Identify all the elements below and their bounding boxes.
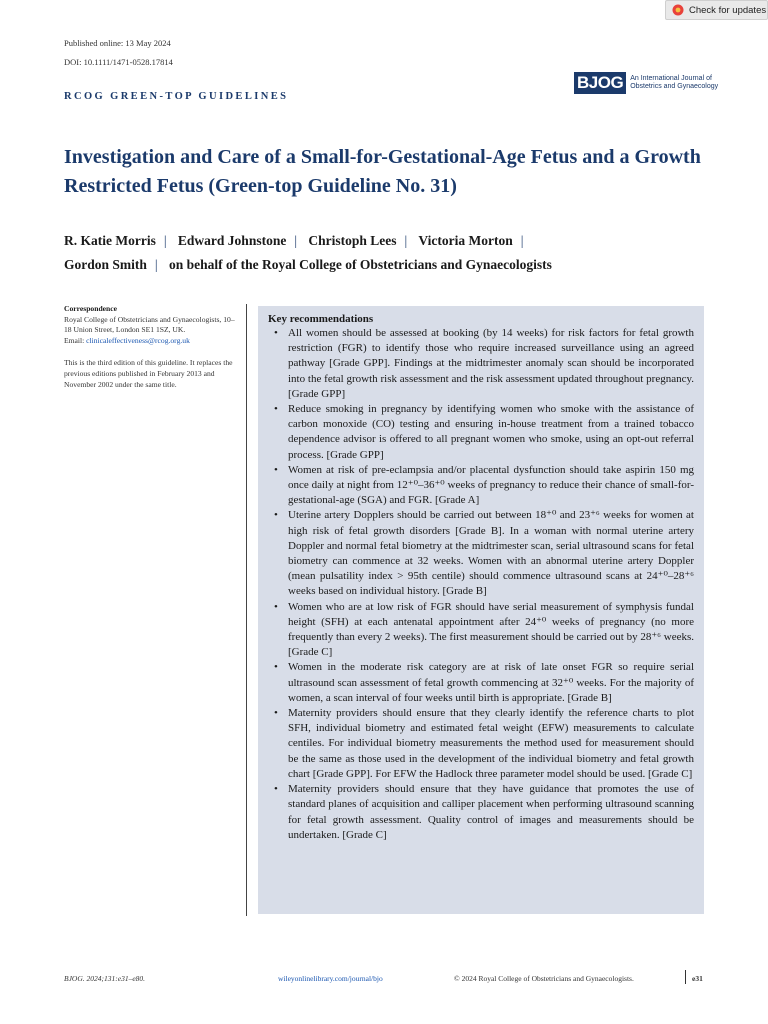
correspondence-email	[64, 336, 239, 347]
correspondence-sidebar	[64, 304, 239, 390]
doi: DOI: 10.1111/1471-0528.17814	[64, 57, 173, 67]
email-link[interactable]: clinicaleffectiveness@rcog.org.uk	[86, 335, 190, 345]
author: Edward Johnstone	[177, 233, 287, 248]
bullet-icon: •	[274, 403, 278, 416]
recommendation-item	[274, 326, 694, 402]
recommendation-text: Uterine artery Dopplers should be carried out between 18⁺⁰ and 23⁺⁶ weeks for women at high risk of fetal growth disorders [Grade B]. In a woman with normal uterine artery Doppler and normal fetal biometry at the midtrimester scan, serial ultrasound scans for fetal biometry can commence at 32 weeks. Women with an abnormal uterine artery Doppler (mean pulsatility index > 95th centile) should commence ultrasound scans at 24⁺⁰–28⁺⁶ weeks based on individual history. [Grade B]	[288, 509, 694, 598]
recommendation-list	[268, 326, 694, 843]
recommendation-text: Maternity providers should ensure that they clearly identify the reference charts to plot SFH, individual biometry and estimated fetal weight (EFW) measurements to calculate centiles. For individual biometry measurements the method used for measurement should be the same as those used in the development of the individual biometry and fetal growth chart [Grade GPP]. For EFW the Hadlock three parameter model should be used. [Grade C]	[288, 707, 694, 780]
published-date: Published online: 13 May 2024	[64, 38, 171, 48]
journal-logo	[574, 72, 730, 94]
author-separator: |	[520, 233, 524, 248]
recommendation-text: Women at risk of pre-eclampsia and/or placental dysfunction should take aspirin 150 mg once daily at night from 12⁺⁰–36⁺⁰ weeks of pregnancy to reduce their chance of small-for-gestational-age (SGA) and FGR. [Grade A]	[288, 463, 694, 507]
recommendation-item	[274, 706, 694, 782]
check-updates-label: Check for updates	[689, 4, 767, 16]
column-divider	[246, 304, 247, 916]
footer-copyright: © 2024 Royal College of Obstetricians and Gynaecologists.	[454, 974, 634, 983]
recommendation-item	[274, 463, 694, 509]
recommendation-item	[274, 508, 694, 599]
correspondence-label: Correspondence	[64, 304, 118, 313]
recommendation-text: Reduce smoking in pregnancy by identifying women who smoke with the assistance of carbon monoxide (CO) testing and ensuring in-house treatment from a trained tobacco dependence advisor is offered to all pregnant women who smoke, using an opt-out referral process. [Grade GPP]	[288, 403, 694, 461]
check-updates-icon	[672, 4, 684, 16]
bullet-icon: •	[274, 783, 278, 796]
key-recommendations-box	[258, 306, 704, 914]
key-recommendations-heading: Key recommendations	[268, 313, 374, 325]
recommendation-item	[274, 402, 694, 463]
author-affiliation: on behalf of the Royal College of Obstetricians and Gynaecologists	[168, 257, 552, 272]
recommendation-text: Women in the moderate risk category are at risk of late onset FGR so require serial ultrasound scan assessment of fetal growth commencing at 32⁺⁰ weeks. For the majority of women, a scan interval of four weeks until birth is appropriate. [Grade B]	[288, 661, 694, 704]
author: Gordon Smith	[64, 257, 147, 272]
author-list	[64, 229, 704, 277]
bullet-icon: •	[274, 707, 278, 720]
author: Christoph Lees	[308, 233, 397, 248]
bullet-icon: •	[274, 600, 278, 613]
author: R. Katie Morris	[64, 233, 156, 248]
author-separator: |	[404, 233, 408, 248]
author-separator: |	[154, 257, 158, 272]
edition-note: This is the third edition of this guideline. It replaces the previous editions published in February 2013 and November 2002 under the same title.	[64, 358, 233, 389]
check-for-updates-button[interactable]	[665, 0, 768, 20]
page-number: e31	[692, 974, 703, 983]
footer-divider	[685, 970, 686, 984]
bullet-icon: •	[274, 661, 278, 674]
correspondence-address: Royal College of Obstetricians and Gynaecologists, 10–18 Union Street, London SE1 1SZ, UK.	[64, 314, 235, 335]
recommendation-item	[274, 600, 694, 661]
article-title: Investigation and Care of a Small-for-Gestational-Age Fetus and a Growth Restricted Fetus (Green-top Guideline No. 31)	[64, 146, 701, 197]
recommendation-item	[274, 782, 694, 843]
logo-tagline: An International Journal of Obstetrics and Gynaecology	[630, 75, 719, 90]
series-label: RCOG GREEN-TOP GUIDELINES	[64, 91, 289, 102]
bullet-icon: •	[274, 463, 278, 476]
footer-citation: BJOG. 2024;131:e31–e80.	[64, 974, 146, 983]
logo-text: BJOG	[574, 72, 626, 94]
bullet-icon: •	[274, 509, 278, 522]
recommendation-item	[274, 660, 694, 706]
email-label: Email:	[64, 335, 85, 345]
footer-url-link[interactable]: wileyonlinelibrary.com/journal/bjo	[278, 974, 383, 983]
bullet-icon: •	[274, 327, 278, 339]
recommendation-text: All women should be assessed at booking (by 14 weeks) for risk factors for fetal growth restriction (FGR) to identify those who require increased surveillance using an agreed pathway [Grade GPP]. Findings at the midtrimester anomaly scan should be incorporated into the fetal growth risk assessment and the risk assessment updated throughout pregnancy. [Grade GPP]	[288, 327, 694, 400]
recommendation-text: Women who are at low risk of FGR should have serial measurement of symphysis fundal height (SFH) at each antenatal appointment after 24⁺⁰ weeks of pregnancy (no more frequently than every 2 weeks). The first measurement should be carried out by 28⁺⁶ weeks. [Grade C]	[288, 600, 694, 659]
author-separator: |	[294, 233, 298, 248]
recommendation-text: Maternity providers should ensure that they have guidance that promotes the use of standard planes of acquisition and calliper placement when performing ultrasound scanning for fetal growth assessment. Quality control of images and measurements should be undertaken. [Grade C]	[288, 783, 694, 841]
author: Victoria Morton	[418, 233, 513, 248]
author-separator: |	[163, 233, 167, 248]
